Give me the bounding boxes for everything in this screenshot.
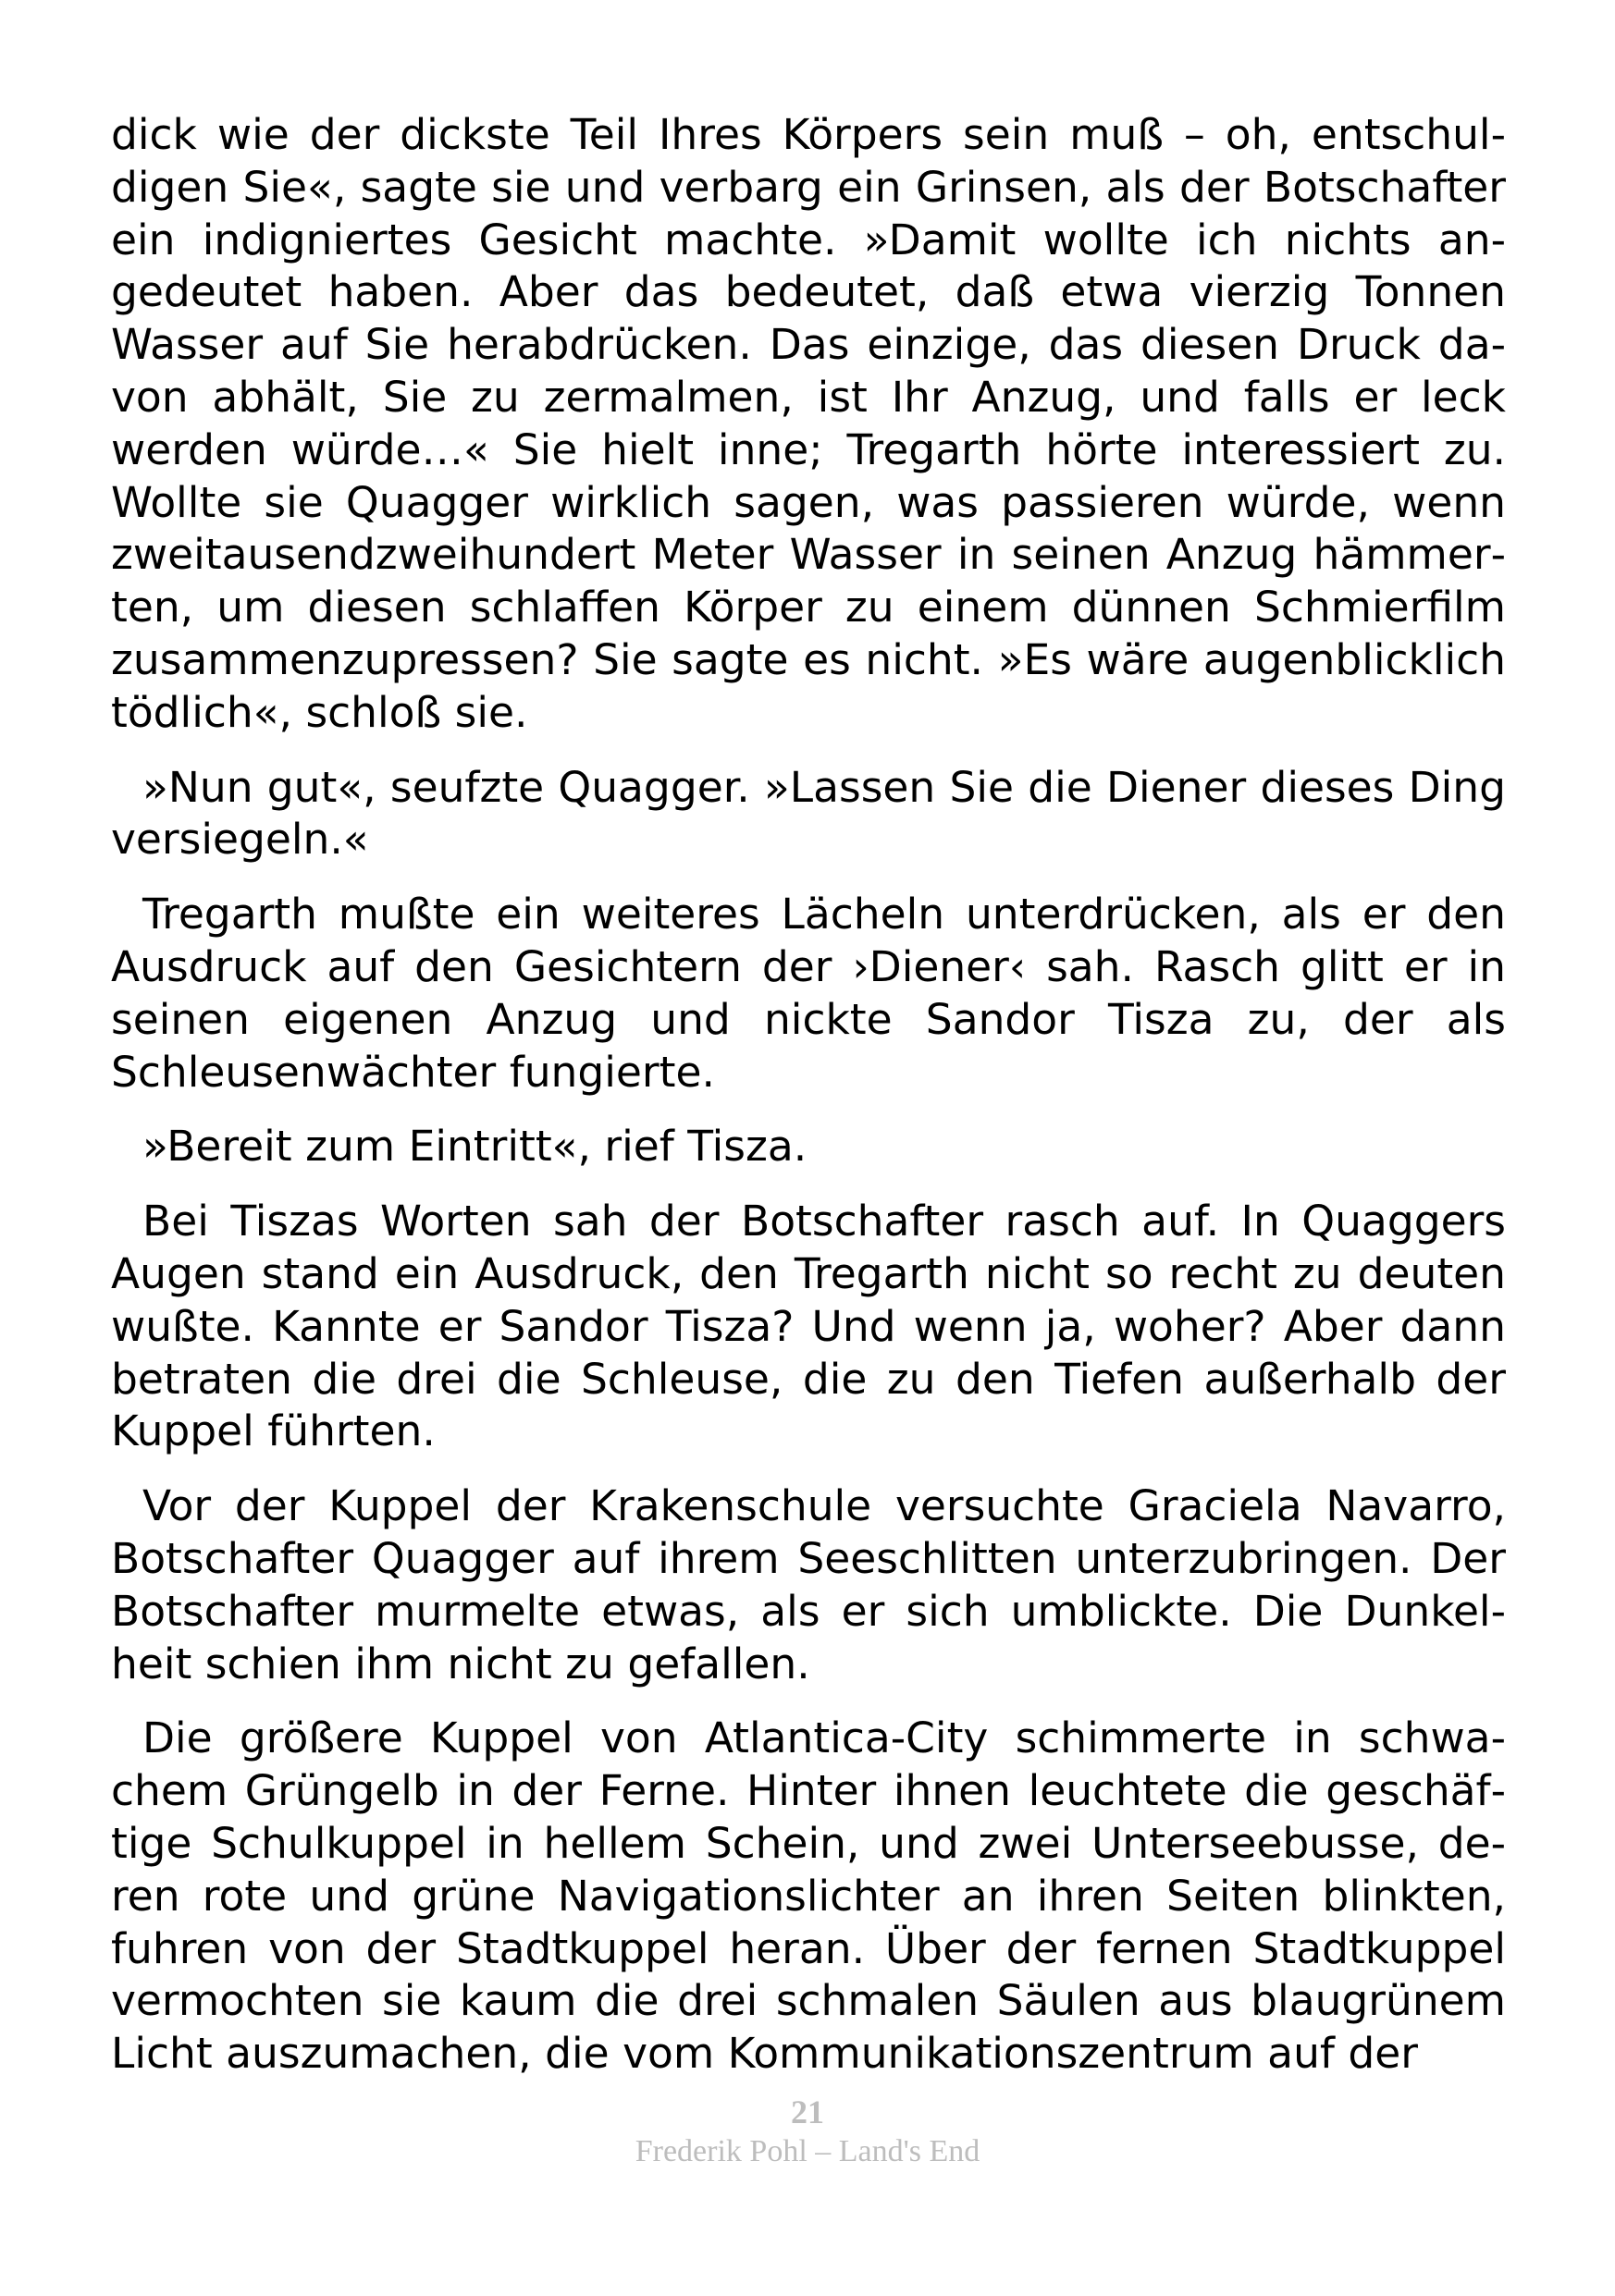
page-footer [0, 2092, 1615, 2171]
paragraph-2: »Nun gut«, seufzte Quagger. »Lassen Sie die Diener dieses Ding versiegeln.« [111, 762, 1506, 865]
paragraph-6: Vor der Kuppel der Krakenschule versuchte Graciela Navarro, Botschafter Quagger auf ihrem Seeschlitten unterzubringen. Der Botschafter murmelte etwas, als er sich umblickte. Die Dunkelheit schien ihm nicht zu gefallen. [111, 1481, 1506, 1688]
paragraph-4: »Bereit zum Eintritt«, rief Tisza. [142, 1122, 808, 1172]
page-body [111, 109, 1506, 2103]
paragraph-7: Die größere Kuppel von Atlantica-City schimmerte in schwachem Grüngelb in der Ferne. Hinter ihnen leuchtete die geschäftige Schulkuppel in hellem Schein, und zwei Unterseebusse, deren rote und grüne Navigationslichter an ihren Seiten blinkten, fuhren von der Stadtkuppel heran. Über der fernen Stadtkuppel vermochten sie kaum die drei schmalen Säulen aus blaugrünem Licht auszumachen, die vom Kommunikationszentrum auf der [111, 1713, 1506, 2079]
paragraph-1: dick wie der dickste Teil Ihres Körpers sein muß – oh, entschuldigen Sie«, sagte sie und verbarg ein Grinsen, als der Botschafter ein indigniertes Gesicht machte. »Damit wollte ich nichts angedeutet haben. Aber das bedeutet, daß etwa vierzig Tonnen Wasser auf Sie herabdrücken. Das einzige, das diesen Druck davon abhält, Sie zu zermalmen, ist Ihr Anzug, und falls er leck werden würde…« Sie hielt inne; Tregarth hörte interessiert zu. Wollte sie Quagger wirklich sagen, was passieren würde, wenn zweitausendzweihundert Meter Wasser in seinen Anzug hämmerten, um diesen schlaffen Körper zu einem dünnen Schmierfilm zusammenzupressen? Sie sagte es nicht. »Es wäre augenblicklich tödlich«, schloß sie. [111, 110, 1506, 737]
book-credit: Frederik Pohl – Land's End [635, 2134, 980, 2168]
page-number: 21 [791, 2093, 824, 2130]
paragraph-3: Tregarth mußte ein weiteres Lächeln unterdrücken, als er den Ausdruck auf den Gesichtern der ›Diener‹ sah. Rasch glitt er in seinen eigenen Anzug und nickte Sandor Tisza zu, der als Schleusenwächter fungierte. [111, 890, 1506, 1097]
paragraph-5: Bei Tiszas Worten sah der Botschafter rasch auf. In Quaggers Augen stand ein Ausdruck, den Tregarth nicht so recht zu deuten wußte. Kannte er Sandor Tisza? Und wenn ja, woher? Aber dann betraten die drei die Schleuse, die zu den Tiefen außerhalb der Kuppel führten. [111, 1197, 1506, 1456]
